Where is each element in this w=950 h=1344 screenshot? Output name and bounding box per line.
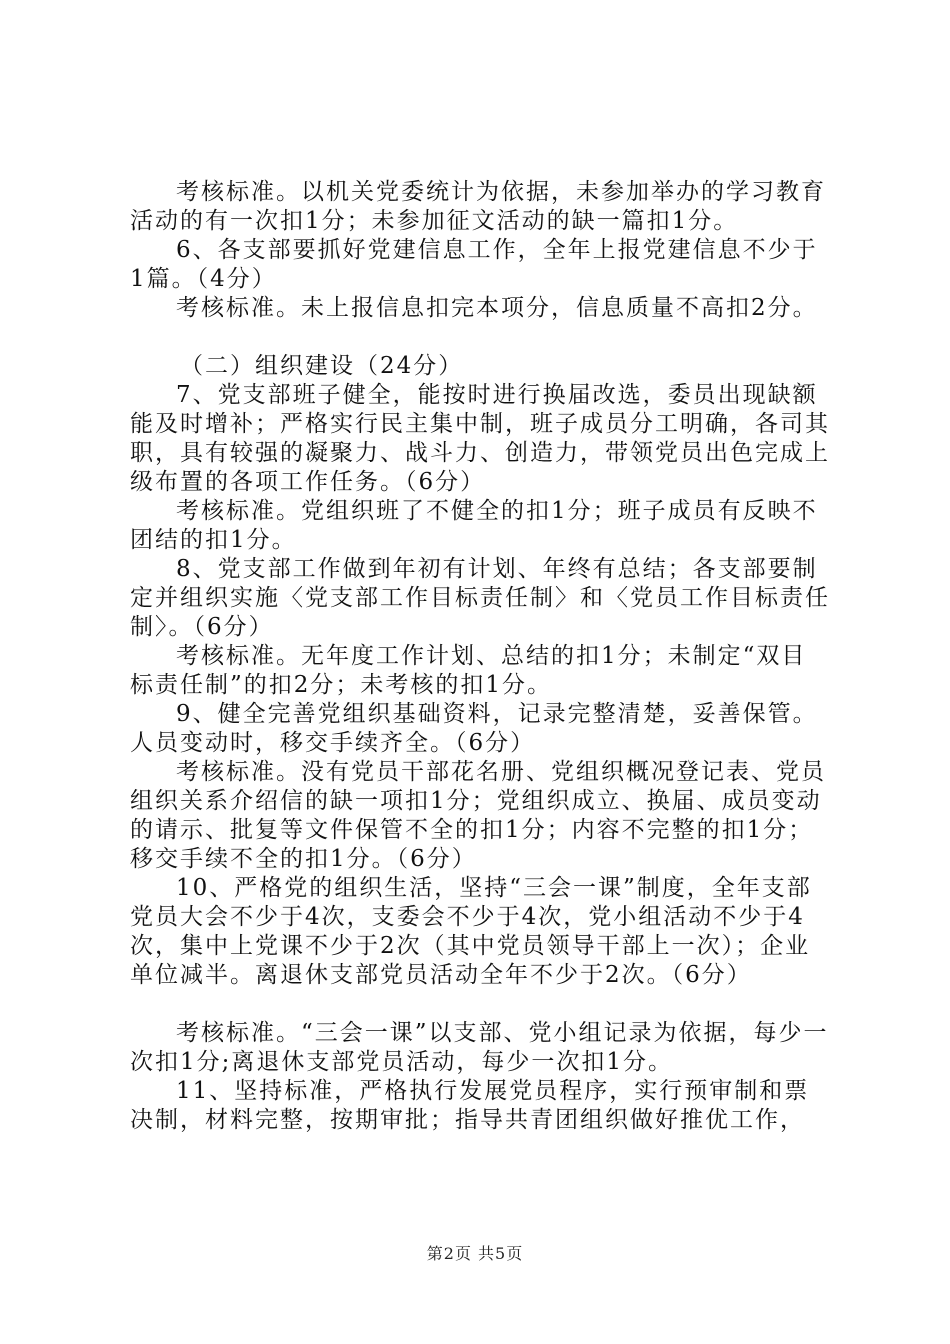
paragraph-assessment-9: 考核标准。没有党员干部花名册、党组织概况登记表、党员组织关系介绍信的缺一项扣1分；党组织成立、换届、成员变动的请示、批复等文件保管不全的扣1分；内容不完整的扣1分；移交手续不全的扣1分。（6分） <box>130 759 826 872</box>
paragraph-assessment-8: 考核标准。无年度工作计划、总结的扣1分；未制定“双目标责任制”的扣2分；未考核的扣1分。 <box>130 643 807 698</box>
paragraph-item-11: 11、坚持标准，严格执行发展党员程序，实行预审制和票决制，材料完整，按期审批；指导共青团组织做好推优工作， <box>130 1078 810 1133</box>
paragraph-assessment-10: 考核标准。“三会一课”以支部、党小组记录为依据，每少一次扣1分;离退休支部党员活动，每少一次扣1分。 <box>130 1020 829 1075</box>
document-body <box>130 178 830 1135</box>
paragraph-assessment-1: 考核标准。以机关党委统计为依据，未参加举办的学习教育活动的有一次扣1分；未参加征文活动的缺一篇扣1分。 <box>130 179 826 234</box>
paragraph-item-9: 9、健全完善党组织基础资料，记录完整清楚，妥善保管。人员变动时，移交手续齐全。（6分） <box>130 701 818 756</box>
section-heading: （二）组织建设（24分） <box>180 353 464 379</box>
paragraph-item-8: 8、党支部工作做到年初有计划、年终有总结；各支部要制定并组织实施〈党支部工作目标责任制〉和〈党员工作目标责任制〉。（6分） <box>130 556 830 640</box>
paragraph-item-6: 6、各支部要抓好党建信息工作，全年上报党建信息不少于1篇。（4分） <box>130 237 818 292</box>
page-number-footer: 第2页 共5页 <box>426 1244 524 1263</box>
paragraph-assessment-7: 考核标准。党组织班了不健全的扣1分；班子成员有反映不团结的扣1分。 <box>130 498 818 553</box>
paragraph-item-7: 7、党支部班子健全，能按时进行换届改选，委员出现缺额能及时增补；严格实行民主集中制，班子成员分工明确，各司其职，具有较强的凝聚力、战斗力、创造力，带领党员出色完成上级布置的各项工作任务。（6分） <box>130 382 830 495</box>
paragraph-assessment-6: 考核标准。未上报信息扣完本项分，信息质量不高扣2分。 <box>176 295 818 321</box>
paragraph-item-10: 10、严格党的组织生活，坚持“三会一课”制度，全年支部党员大会不少于4次，支委会不少于4次，党小组活动不少于4次，集中上党课不少于2次（其中党员领导干部上一次）；企业单位减半。离退休支部党员活动全年不少于2次。（6分） <box>130 875 812 988</box>
